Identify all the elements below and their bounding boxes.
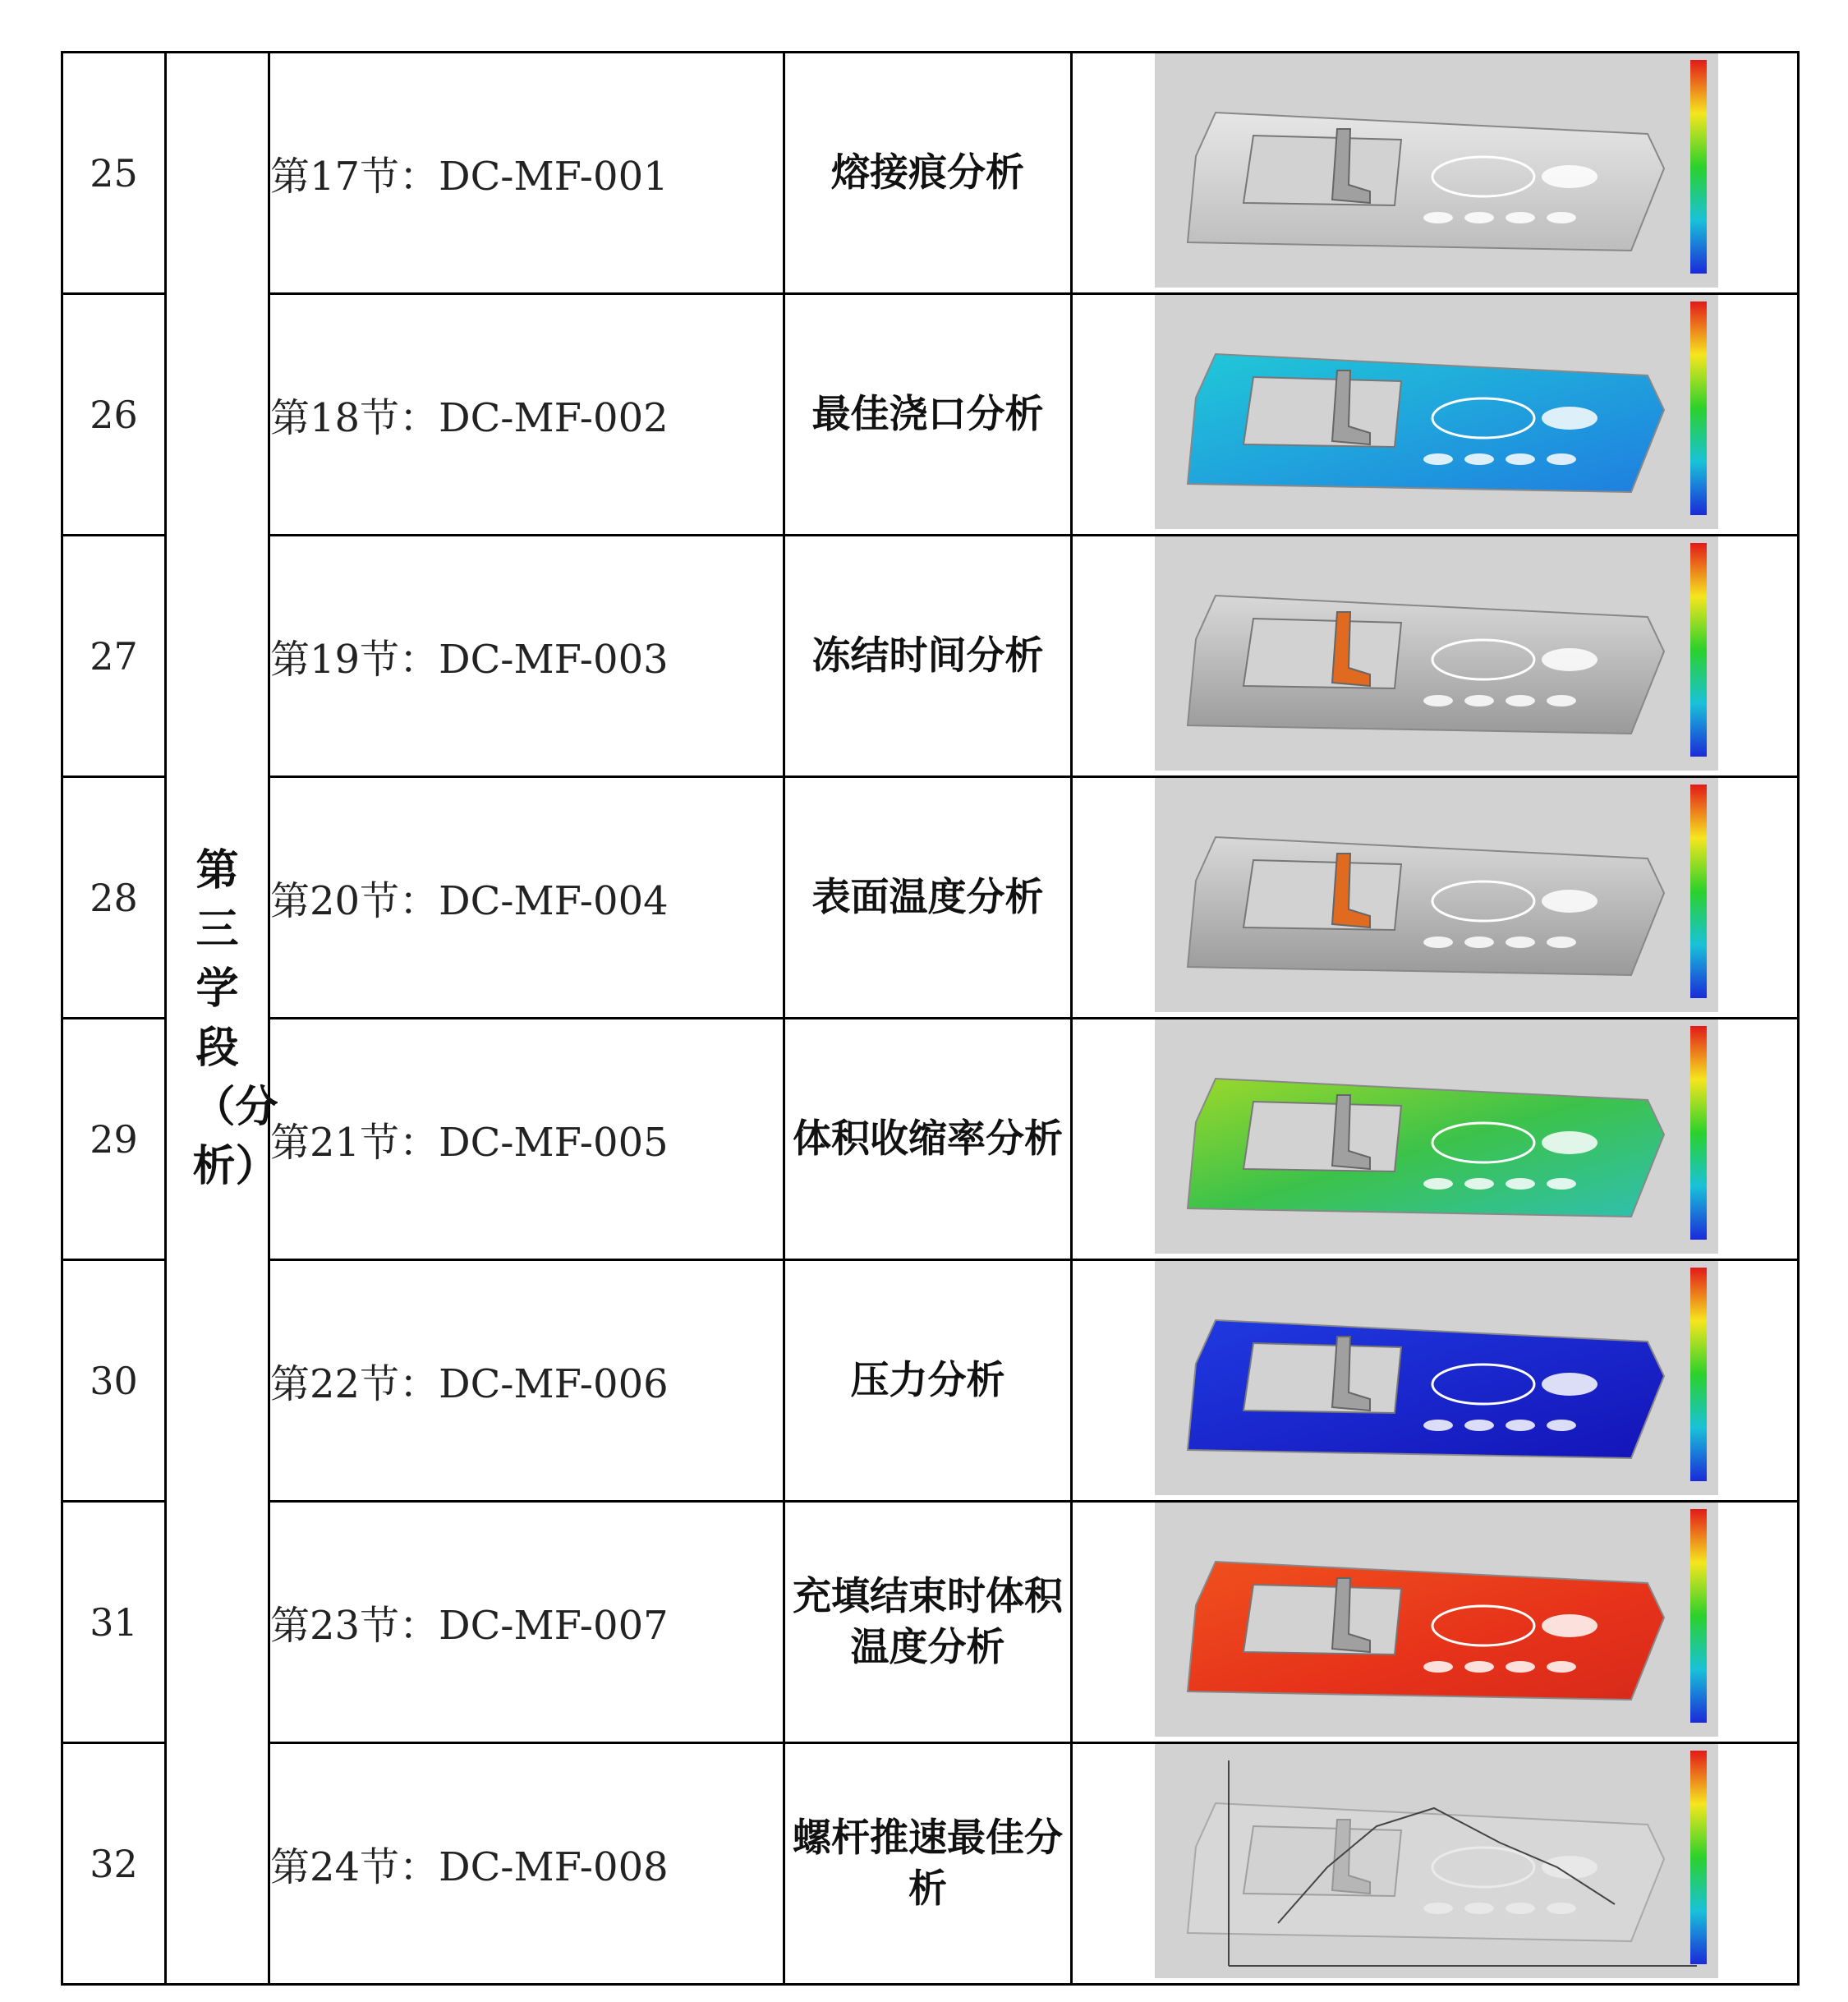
bulk-temperature-result-image [1155, 1503, 1718, 1737]
table-row [62, 1743, 1799, 1985]
table-row [62, 1260, 1799, 1502]
topic-title: 压力分析 [784, 1260, 1072, 1502]
topic-title: 充填结束时体积温度分析 [784, 1502, 1072, 1743]
result-image-cell [1072, 536, 1799, 777]
row-number: 25 [62, 53, 166, 294]
topic-title: 最佳浇口分析 [784, 294, 1072, 536]
result-image-cell [1072, 1743, 1799, 1985]
table-row [62, 1502, 1799, 1743]
pressure-result-image [1155, 1261, 1718, 1495]
topic-title: 螺杆推速最佳分析 [784, 1743, 1072, 1985]
section-code: 第21节：DC-MF-005 [269, 1019, 784, 1260]
table-row [62, 536, 1799, 777]
row-number: 31 [62, 1502, 166, 1743]
result-image-cell [1072, 1260, 1799, 1502]
result-image-cell [1072, 1502, 1799, 1743]
result-image-cell [1072, 53, 1799, 294]
row-number: 29 [62, 1019, 166, 1260]
topic-title: 熔接痕分析 [784, 53, 1072, 294]
row-number: 26 [62, 294, 166, 536]
section-code: 第23节：DC-MF-007 [269, 1502, 784, 1743]
freeze-time-result-image [1155, 536, 1718, 771]
row-number: 30 [62, 1260, 166, 1502]
weld-line-result-image [1155, 53, 1718, 288]
row-number: 28 [62, 777, 166, 1019]
section-code: 第19节：DC-MF-003 [269, 536, 784, 777]
table-row [62, 777, 1799, 1019]
topic-title: 体积收缩率分析 [784, 1019, 1072, 1260]
topic-title: 冻结时间分析 [784, 536, 1072, 777]
row-number: 32 [62, 1743, 166, 1985]
result-image-cell [1072, 294, 1799, 536]
table-row [62, 294, 1799, 536]
result-image-cell [1072, 1019, 1799, 1260]
section-code: 第18节：DC-MF-002 [269, 294, 784, 536]
result-image-cell [1072, 777, 1799, 1019]
stage-cell [166, 53, 278, 1985]
section-code: 第17节：DC-MF-001 [269, 53, 784, 294]
course-table [61, 51, 1800, 1986]
stage-label: 第三学段（分析） [192, 845, 278, 1191]
best-gate-result-image [1155, 295, 1718, 529]
table-row [62, 1019, 1799, 1260]
table-row [62, 53, 1799, 294]
section-code: 第22节：DC-MF-006 [269, 1260, 784, 1502]
surface-temperature-result-image [1155, 778, 1718, 1012]
section-code: 第24节：DC-MF-008 [269, 1743, 784, 1985]
topic-title: 表面温度分析 [784, 777, 1072, 1019]
section-code: 第20节：DC-MF-004 [269, 777, 784, 1019]
ram-speed-profile-result-image [1155, 1744, 1718, 1978]
row-number: 27 [62, 536, 166, 777]
volumetric-shrinkage-result-image [1155, 1019, 1718, 1254]
